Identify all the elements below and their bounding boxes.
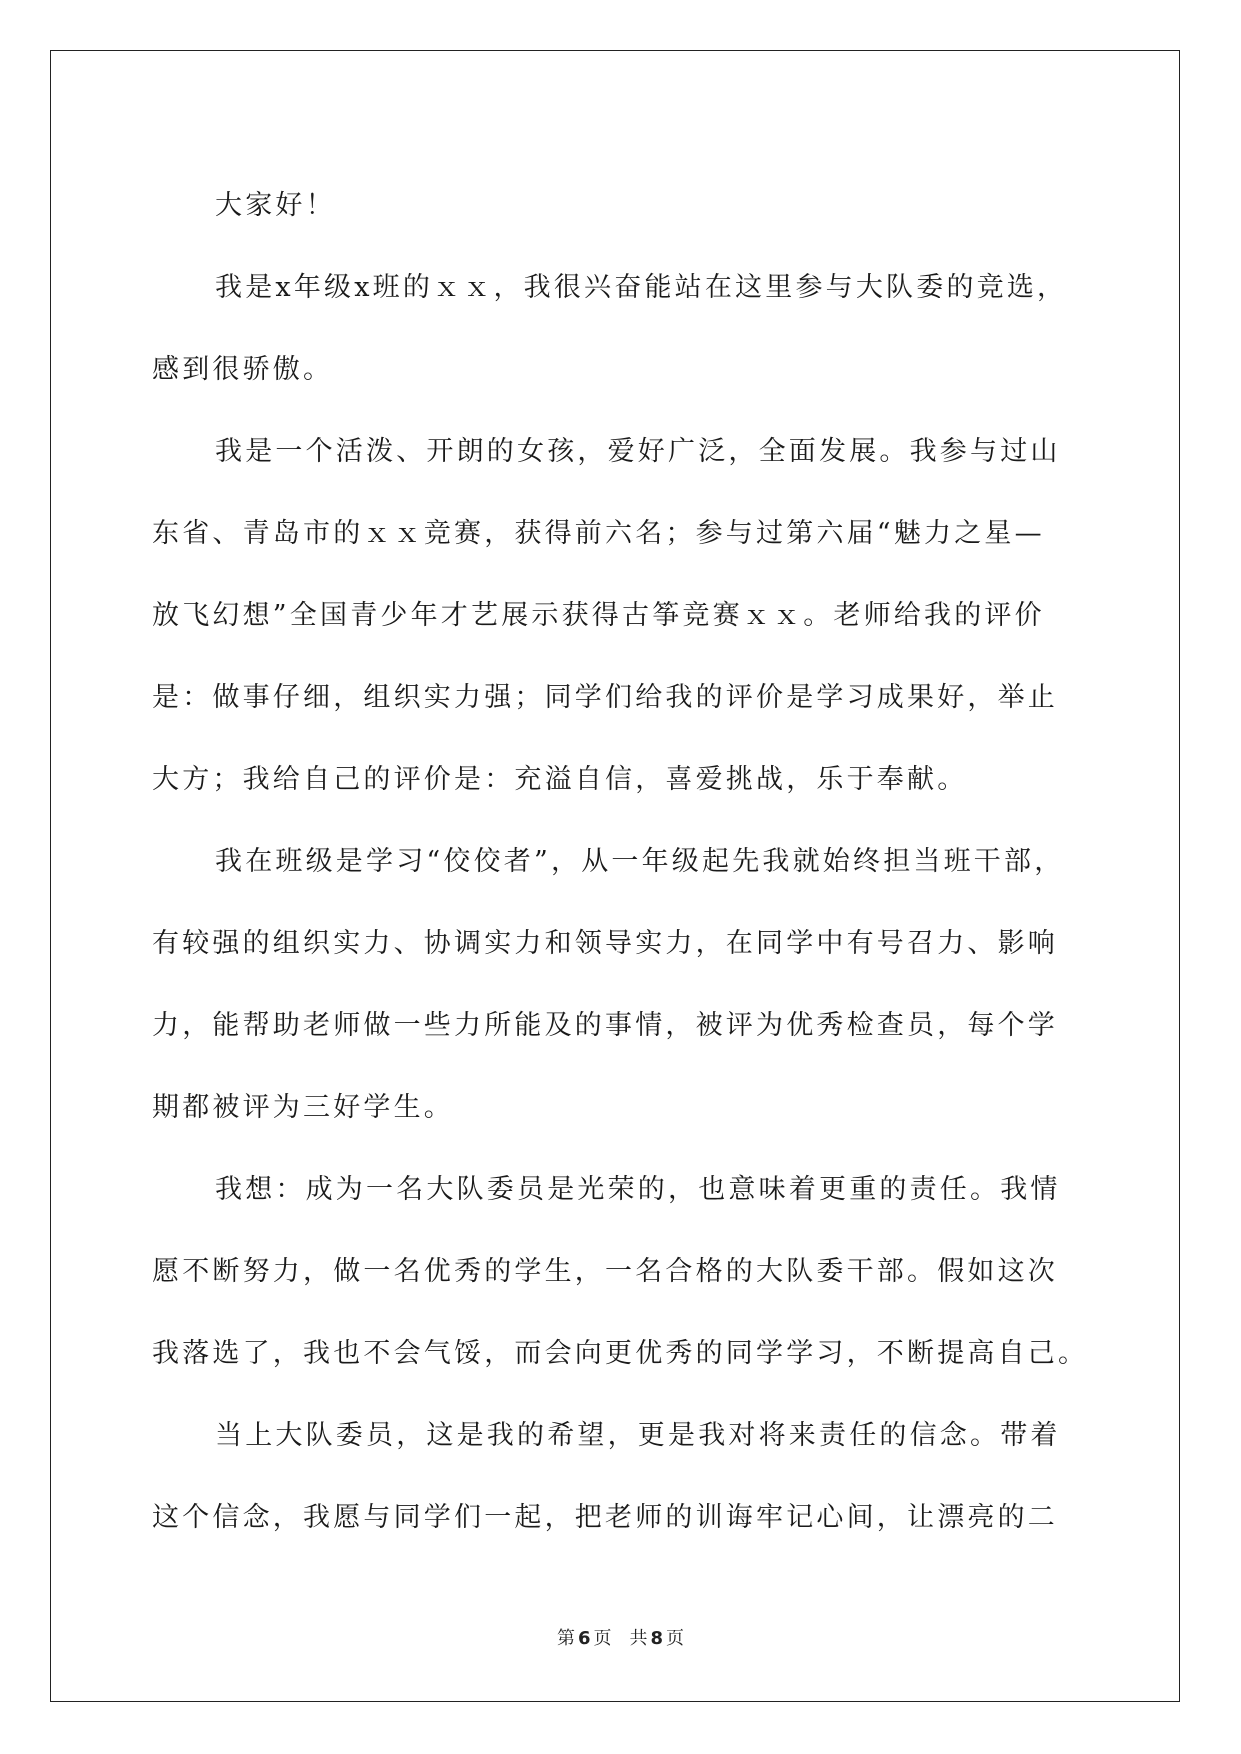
text-line: 是：做事仔细，组织实力强；同学们给我的评价是学习成果好，举止 <box>152 682 1058 713</box>
paragraph-intro <box>152 247 1082 411</box>
page-footer <box>0 1624 1241 1650</box>
page-suffix: 页 <box>593 1628 612 1649</box>
text-line: 我在班级是学习“佼佼者”，从一年级起先我就始终担当班干部， <box>215 846 1065 877</box>
text-line: 有较强的组织实力、协调实力和领导实力，在同学中有号召力、影响 <box>152 928 1058 959</box>
text-line: 我是x年级x班的ｘｘ，我很兴奋能站在这里参与大队委的竞选， <box>215 272 1068 303</box>
text-line: 我想：成为一名大队委员是光荣的，也意味着更重的责任。我情 <box>215 1174 1061 1205</box>
paragraph-greeting <box>152 165 1082 247</box>
text-line: 力，能帮助老师做一些力所能及的事情，被评为优秀检查员，每个学 <box>152 1010 1058 1041</box>
paragraph-class-role <box>152 821 1082 1149</box>
page-number: 6 <box>577 1628 591 1649</box>
text-line: 我是一个活泼、开朗的女孩，爱好广泛，全面发展。我参与过山 <box>215 436 1061 467</box>
page-prefix: 第 <box>556 1628 575 1649</box>
text-line: 放飞幻想”全国青少年才艺展示获得古筝竞赛ｘｘ。老师给我的评价 <box>152 600 1045 631</box>
total-pages: 8 <box>650 1628 664 1649</box>
total-suffix: 页 <box>666 1628 685 1649</box>
text-line: 愿不断努力，做一名优秀的学生，一名合格的大队委干部。假如这次 <box>152 1256 1058 1287</box>
text-line: 感到很骄傲。 <box>152 354 334 385</box>
paragraph-personality <box>152 411 1082 821</box>
text-line: 大方；我给自己的评价是：充溢自信，喜爱挑战，乐于奉献。 <box>152 764 968 795</box>
text-line: 大家好！ <box>215 190 336 221</box>
text-line: 我落选了，我也不会气馁，而会向更优秀的同学学习，不断提高自己。 <box>152 1338 1089 1369</box>
text-line: 东省、青岛市的ｘｘ竞赛，获得前六名；参与过第六届“魅力之星— <box>152 518 1045 549</box>
paragraph-hope <box>152 1395 1082 1559</box>
paragraph-thoughts <box>152 1149 1089 1395</box>
text-line: 这个信念，我愿与同学们一起，把老师的训诲牢记心间，让漂亮的二 <box>152 1502 1058 1533</box>
text-line: 当上大队委员，这是我的希望，更是我对将来责任的信念。带着 <box>215 1420 1061 1451</box>
document-body <box>152 165 1089 1559</box>
total-prefix: 共 <box>629 1628 648 1649</box>
text-line: 期都被评为三好学生。 <box>152 1092 454 1123</box>
